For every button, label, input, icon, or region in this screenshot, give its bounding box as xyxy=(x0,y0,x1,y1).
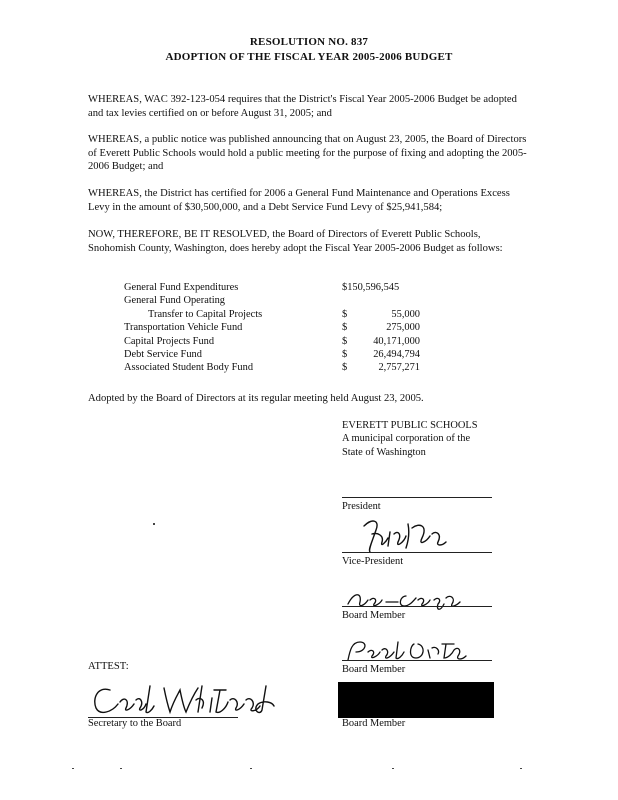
board-member-1-signature xyxy=(344,588,464,612)
budget-label: Transfer to Capital Projects xyxy=(148,308,263,320)
scan-speck xyxy=(120,768,122,769)
budget-currency: $ xyxy=(342,348,348,360)
scan-speck xyxy=(72,768,74,769)
scan-speck xyxy=(153,523,155,525)
paragraph-text: WHEREAS, the District has certified for 2006 a General Fund Maintenance and Operations Excess Levy in the amount of $30,500,000, and a Debt Service Fund Levy of $25,941,584; xyxy=(88,188,510,213)
organization-block xyxy=(342,419,477,459)
board-member-2-signature-line xyxy=(342,660,492,661)
organization-name: EVERETT PUBLIC SCHOOLS xyxy=(342,420,478,431)
organization-state: State of Washington xyxy=(342,446,426,458)
paragraph-resolved xyxy=(88,228,528,255)
board-member-1-label: Board Member xyxy=(342,610,406,621)
budget-amount: 275,000 xyxy=(386,322,420,334)
paragraph-text: NOW, THEREFORE, BE IT RESOLVED, the Board of Directors of Everett Public Schools, Snohomish County, Washington, does hereby adopt the Fiscal Year 2005-2006 Budget as follows: xyxy=(88,229,503,254)
budget-row xyxy=(124,308,424,321)
budget-row xyxy=(124,335,424,348)
budget-currency: $ xyxy=(342,308,348,320)
organization-description: A municipal corporation of the xyxy=(342,433,471,445)
board-member-3-label: Board Member xyxy=(342,718,406,729)
paragraph-wac xyxy=(88,93,528,120)
secretary-signature xyxy=(88,680,288,720)
budget-currency: $ xyxy=(342,322,348,334)
scan-speck xyxy=(250,768,252,769)
paragraph-text: WHEREAS, a public notice was published announcing that on August 23, 2005, the Board of Directors of Everett Public Schools would hold a public meeting for the purpose of fixing and adopting the 2005-2006 Budget; and xyxy=(88,134,527,173)
scan-speck xyxy=(392,768,394,769)
budget-row xyxy=(124,348,424,361)
budget-amount: 40,171,000 xyxy=(373,335,420,347)
budget-label: Transportation Vehicle Fund xyxy=(124,322,243,334)
budget-row xyxy=(124,281,424,294)
budget-label: Associated Student Body Fund xyxy=(124,362,254,374)
board-member-1-signature-line xyxy=(342,606,492,607)
board-member-2-signature xyxy=(342,636,472,666)
president-signature-line xyxy=(342,497,492,498)
secretary-label: Secretary to the Board xyxy=(88,718,182,729)
redaction-block xyxy=(338,682,494,718)
adoption-statement: Adopted by the Board of Directors at its regular meeting held August 23, 2005. xyxy=(88,393,424,404)
vice-president-signature-line xyxy=(342,552,492,553)
vice-president-label: Vice-President xyxy=(342,556,404,567)
budget-label: General Fund Expenditures xyxy=(124,282,239,293)
attest-label: ATTEST: xyxy=(88,661,129,672)
document-title: ADOPTION OF THE FISCAL YEAR 2005-2006 BUDGET xyxy=(165,51,453,63)
budget-label: Capital Projects Fund xyxy=(124,335,215,347)
budget-amount: 26,494,794 xyxy=(373,348,420,360)
budget-currency: $ xyxy=(342,362,348,374)
budget-amount: 2,757,271 xyxy=(378,362,420,374)
budget-row xyxy=(124,361,424,374)
resolution-number: RESOLUTION NO. 837 xyxy=(249,36,369,48)
board-member-2-label: Board Member xyxy=(342,664,406,675)
vice-president-signature xyxy=(358,512,448,556)
budget-table xyxy=(124,281,424,375)
budget-row xyxy=(124,321,424,334)
paragraph-levy xyxy=(88,187,528,214)
paragraph-public-notice xyxy=(88,133,528,174)
budget-label: General Fund Operating xyxy=(124,295,225,307)
budget-row xyxy=(124,294,424,307)
budget-label: Debt Service Fund xyxy=(124,348,202,360)
budget-amount: 55,000 xyxy=(391,308,420,320)
budget-currency: $ xyxy=(342,335,348,347)
budget-amount: $150,596,545 xyxy=(342,282,400,293)
scan-speck xyxy=(520,768,522,769)
president-label: President xyxy=(342,501,381,512)
paragraph-text: WHEREAS, WAC 392-123-054 requires that the District's Fiscal Year 2005-2006 Budget be adopted and tax levies certified on or before August 31, 2005; and xyxy=(88,94,517,119)
